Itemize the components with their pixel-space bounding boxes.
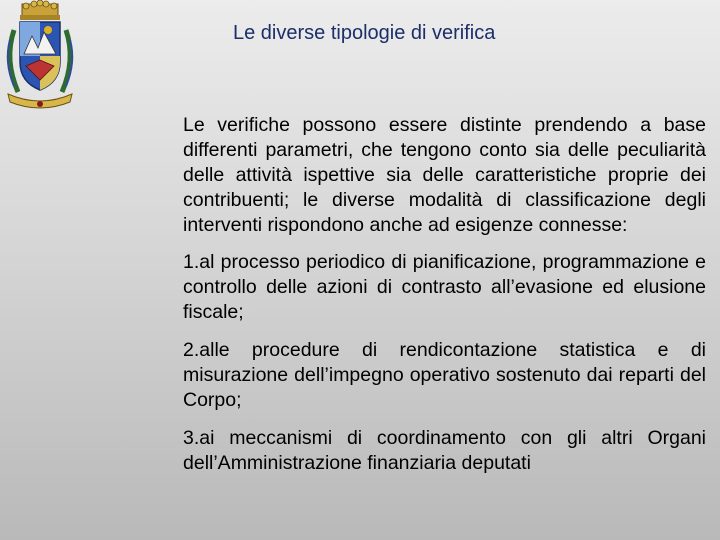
list-item: 2.alle procedure di rendicontazione statistica e di misurazione dell’impegno operativo sostenuto dai reparti del Corpo; bbox=[183, 339, 706, 411]
intro-paragraph: Le verifiche possono essere distinte prendendo a base differenti parametri, che tengono conto sia delle peculiarità delle attività ispettive sia delle caratteristiche proprie dei contribuenti; le diverse modalità di classificazione degli interventi rispondono anche ad esigenze connesse: bbox=[183, 114, 706, 236]
list-item: 3.ai meccanismi di coordinamento con gli altri Organi dell’Amministrazione finanziaria deputati bbox=[183, 427, 706, 474]
slide-body bbox=[183, 113, 706, 489]
coat-of-arms-icon bbox=[0, 0, 80, 110]
list-item: 1.al processo periodico di pianificazione, programmazione e controllo delle azioni di contrasto all’evasione ed elusione fiscale; bbox=[183, 251, 706, 323]
slide-title: Le diverse tipologie di verifica bbox=[233, 22, 496, 44]
